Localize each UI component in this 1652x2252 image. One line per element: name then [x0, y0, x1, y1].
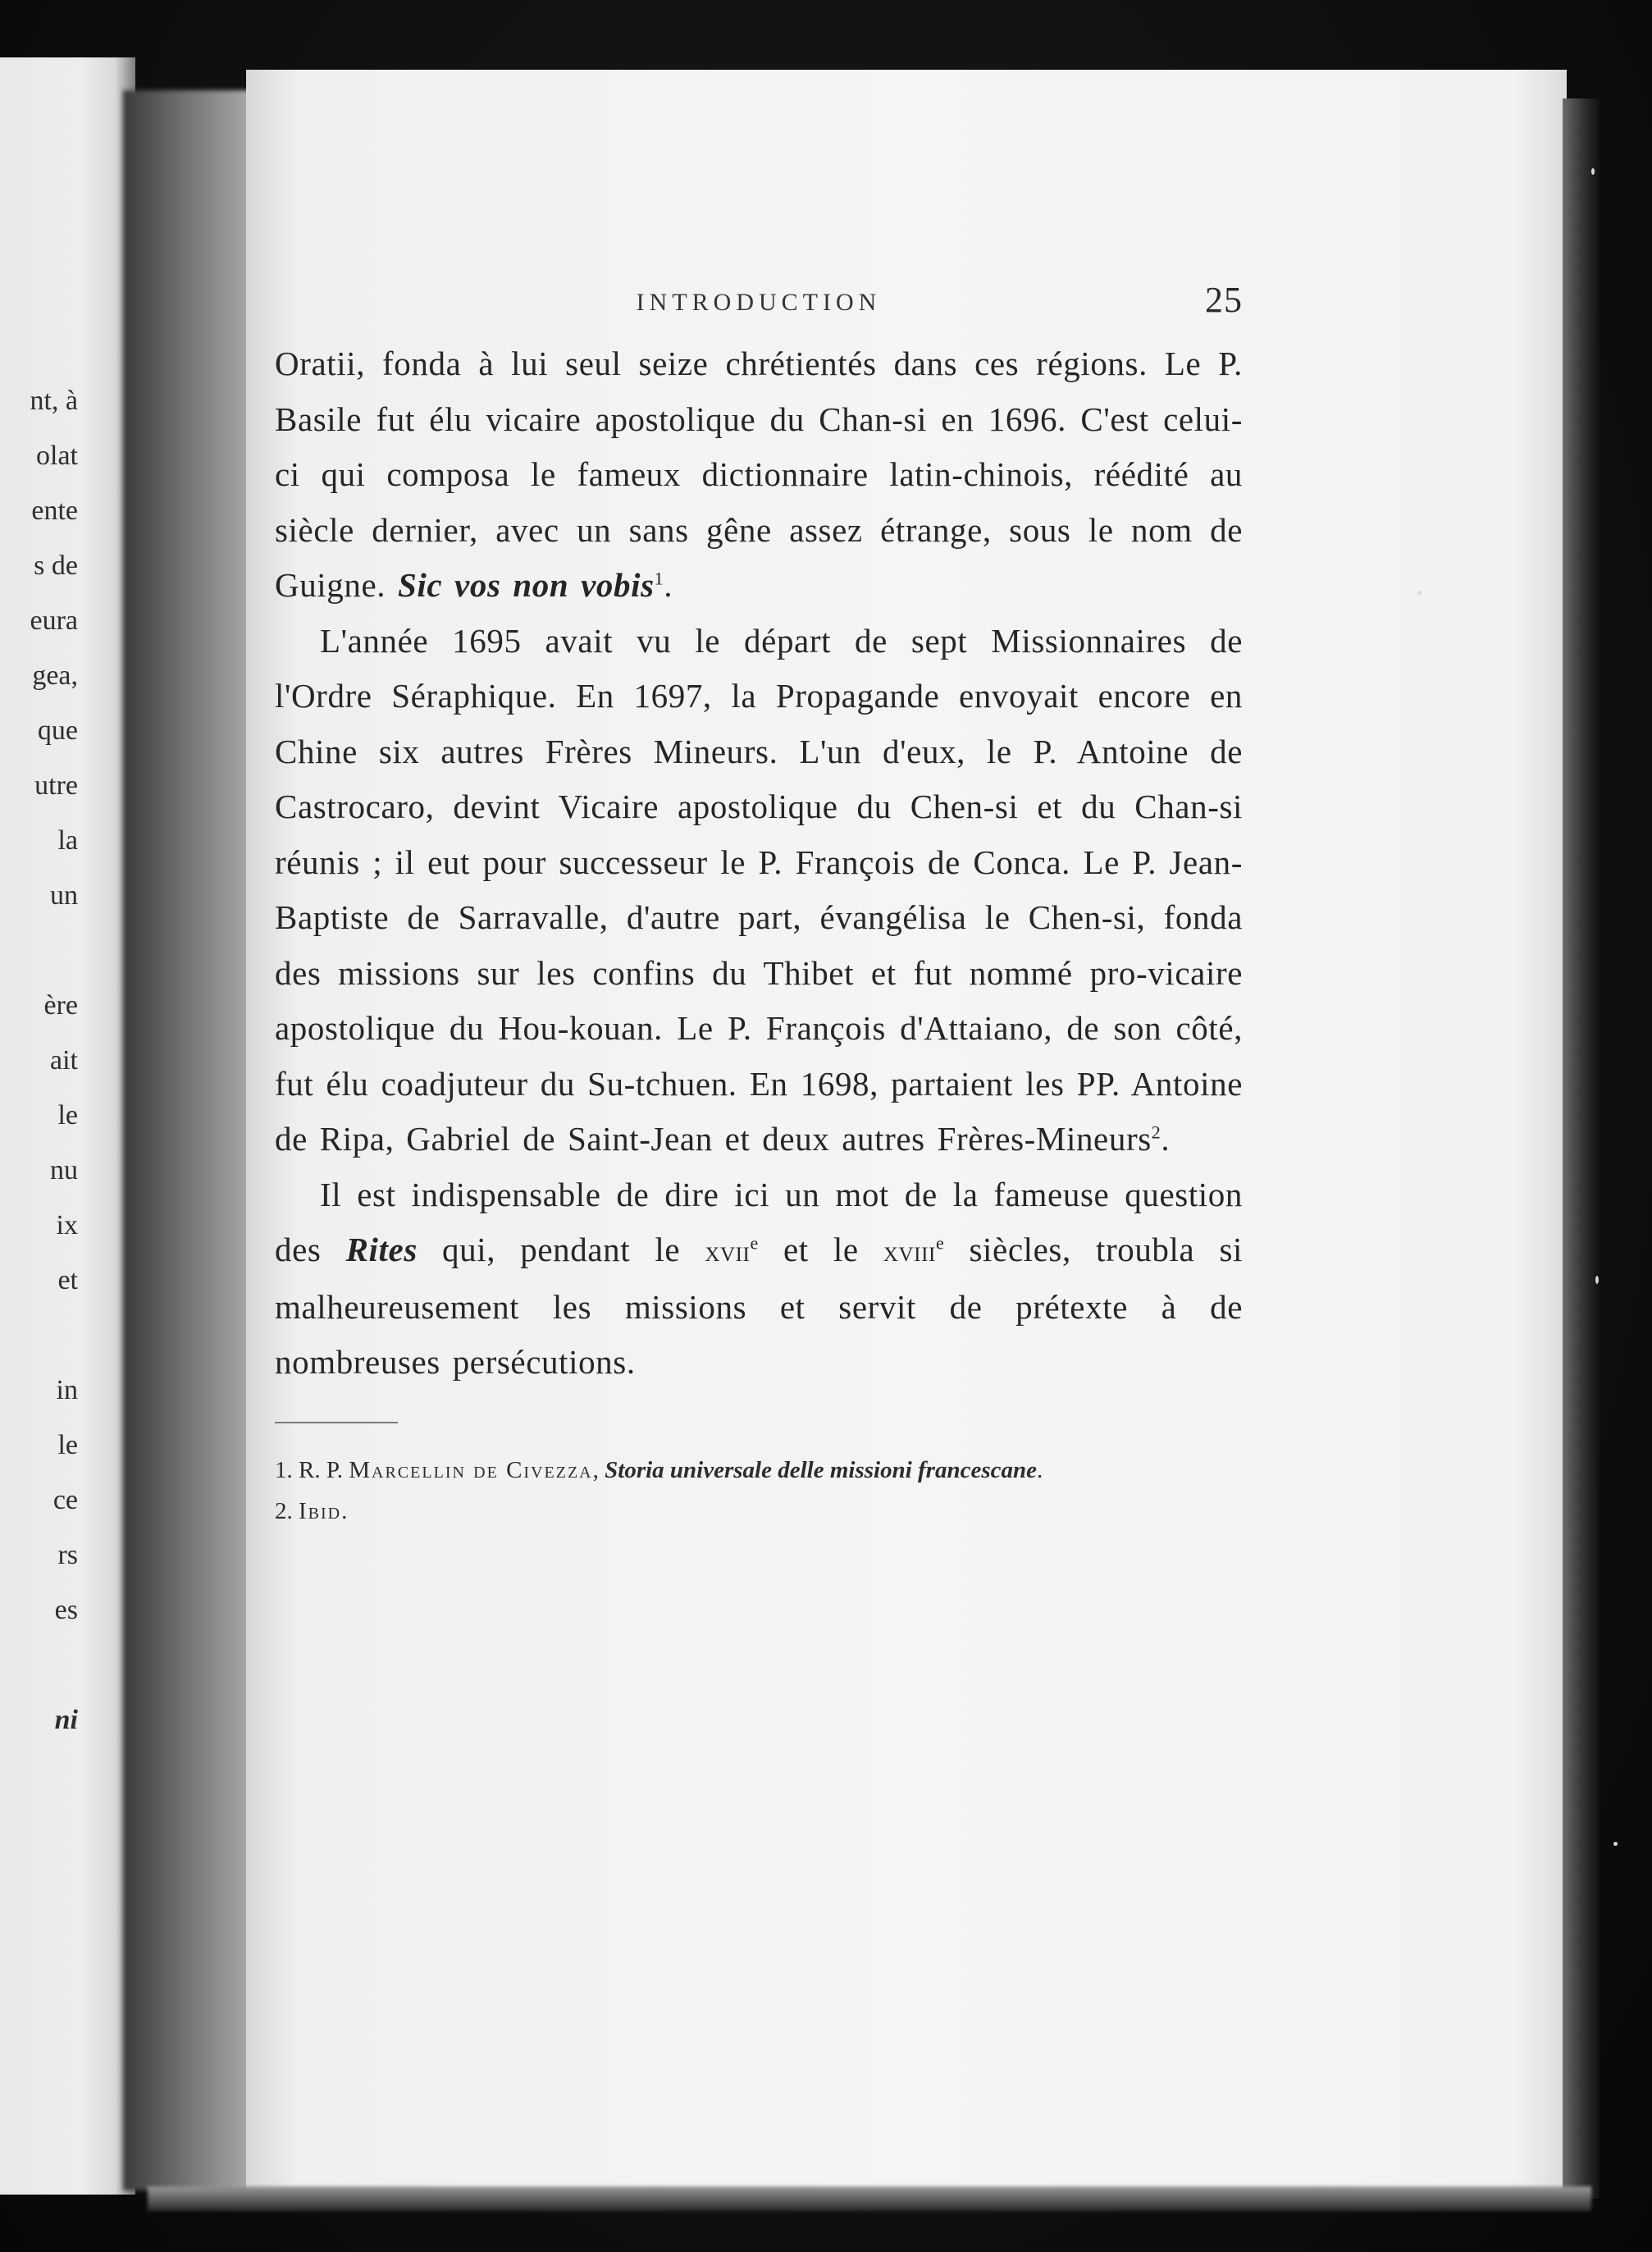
left-page-fragment — [0, 923, 78, 978]
century-17: xvii — [705, 1235, 751, 1268]
page-text-block — [275, 279, 1243, 1532]
footnote-1-separator: , — [592, 1456, 605, 1483]
footnote-ref-2: 2 — [1151, 1121, 1161, 1143]
century-18-sup: e — [935, 1232, 945, 1254]
left-page-fragment: rs — [57, 1540, 78, 1570]
running-title: INTRODUCTION — [636, 289, 882, 316]
left-page-fragment — [0, 1308, 78, 1363]
footnote-1-title: Storia universale delle missioni francescane — [605, 1456, 1037, 1483]
paragraph-3-end: siècles, troubla si malheureusement les missions et servit de prétexte à de nombreuses persécutions. — [275, 1231, 1243, 1381]
dust-speck — [1417, 591, 1422, 595]
paragraph-1-text: Oratii, fonda à lui seul seize chrétientés dans ces régions. Le P. Basile fut élu vicaire apostolique du Chan-si en 1696. C'est celui-ci qui composa le fameux dictionnaire latin-chinois, réédité au siècle dernier, avec un sans gêne assez étrange, sous le nom de Guigne. — [275, 345, 1243, 604]
paragraph-3 — [275, 1167, 1243, 1391]
left-page-fragment: la — [57, 825, 78, 856]
left-page-fragment: ait — [50, 1045, 78, 1076]
footnote-2-ibid: Ibid — [299, 1497, 342, 1524]
left-page-fragment: un — [50, 880, 78, 911]
century-18: xviii — [883, 1235, 936, 1268]
bottom-edge — [148, 2186, 1591, 2211]
paragraph-3-middle: qui, pendant le — [417, 1231, 705, 1268]
left-page-fragment: ix — [56, 1210, 78, 1240]
left-page-fragment: es — [54, 1595, 78, 1625]
left-page-fragment: ente — [31, 496, 78, 526]
page-number: 25 — [1205, 280, 1243, 320]
latin-phrase: Sic vos non vobis — [398, 566, 655, 604]
left-page-fragment: s de — [34, 550, 78, 581]
dust-speck — [1595, 1276, 1599, 1284]
footnote-2-end: . — [341, 1497, 348, 1524]
left-page-fragment: ce — [52, 1485, 78, 1515]
left-page-fragment: olat — [36, 441, 78, 471]
paragraph-2-end: . — [1161, 1120, 1171, 1158]
left-page-fragment: nu — [50, 1155, 78, 1185]
left-page-fragment: nt, à — [30, 386, 78, 416]
footnote-2 — [275, 1491, 1243, 1532]
paragraph-3-start: Il est indispensable de dire ici un mot de la fameuse question des — [275, 1175, 1243, 1268]
left-page-fragment: eura — [30, 605, 78, 636]
left-page-fragment: et — [57, 1265, 78, 1295]
dust-speck — [1613, 1842, 1618, 1846]
left-page-fragment: gea, — [32, 660, 78, 691]
left-page-fragment: le — [57, 1430, 78, 1460]
footnote-1-number: 1. — [275, 1456, 293, 1483]
paragraph-1 — [275, 336, 1243, 614]
left-page-fragment — [0, 1638, 78, 1692]
left-page-text-fragments — [0, 373, 78, 1747]
footnote-1 — [275, 1450, 1243, 1491]
left-page-fragment: ère — [43, 990, 78, 1021]
left-page-fragment: in — [56, 1375, 78, 1405]
rites-term: Rites — [345, 1231, 418, 1268]
page-edge-shadow — [1563, 98, 1600, 2199]
left-page-fragment: ni — [54, 1705, 78, 1735]
paragraph-2-text: L'année 1695 avait vu le départ de sept Missionnaires de l'Ordre Séraphique. En 1697, la Propagande envoyait encore en Chine six autres Frères Mineurs. L'un d'eux, le P. Antoine de Castrocaro, devint Vicaire apostolique du Chen-si et du Chan-si réunis ; il eut pour successeur le P. François de Conca. Le P. Jean-Baptiste de Sarravalle, d'autre part, évangélisa le Chen-si, fonda des missions sur les confins du Thibet et fut nommé pro-vicaire apostolique du Hou-kouan. Le P. François d'Attaiano, de son côté, fut élu coadjuteur du Su-tchuen. En 1698, partaient les PP. Antoine de Ripa, Gabriel de Saint-Jean et deux autres Frères-Mineurs — [275, 621, 1243, 1158]
running-head — [275, 279, 1243, 336]
footnote-rule — [275, 1422, 398, 1423]
paragraph-1-end: . — [664, 566, 673, 604]
paragraph-3-between: et le — [758, 1231, 883, 1268]
left-page-fragment: utre — [34, 770, 78, 801]
footnote-2-number: 2. — [275, 1497, 293, 1524]
footnote-1-author: Marcellin de Civezza — [349, 1456, 593, 1483]
century-17-sup: e — [750, 1232, 759, 1254]
dust-speck — [1591, 168, 1595, 175]
left-page-fragment: que — [37, 715, 78, 746]
left-page-fragment: le — [57, 1100, 78, 1131]
paragraph-2 — [275, 614, 1243, 1167]
footnote-1-prefix: R. P. — [299, 1456, 349, 1483]
footnote-1-end: . — [1036, 1456, 1043, 1483]
footnote-ref-1: 1 — [654, 568, 664, 589]
